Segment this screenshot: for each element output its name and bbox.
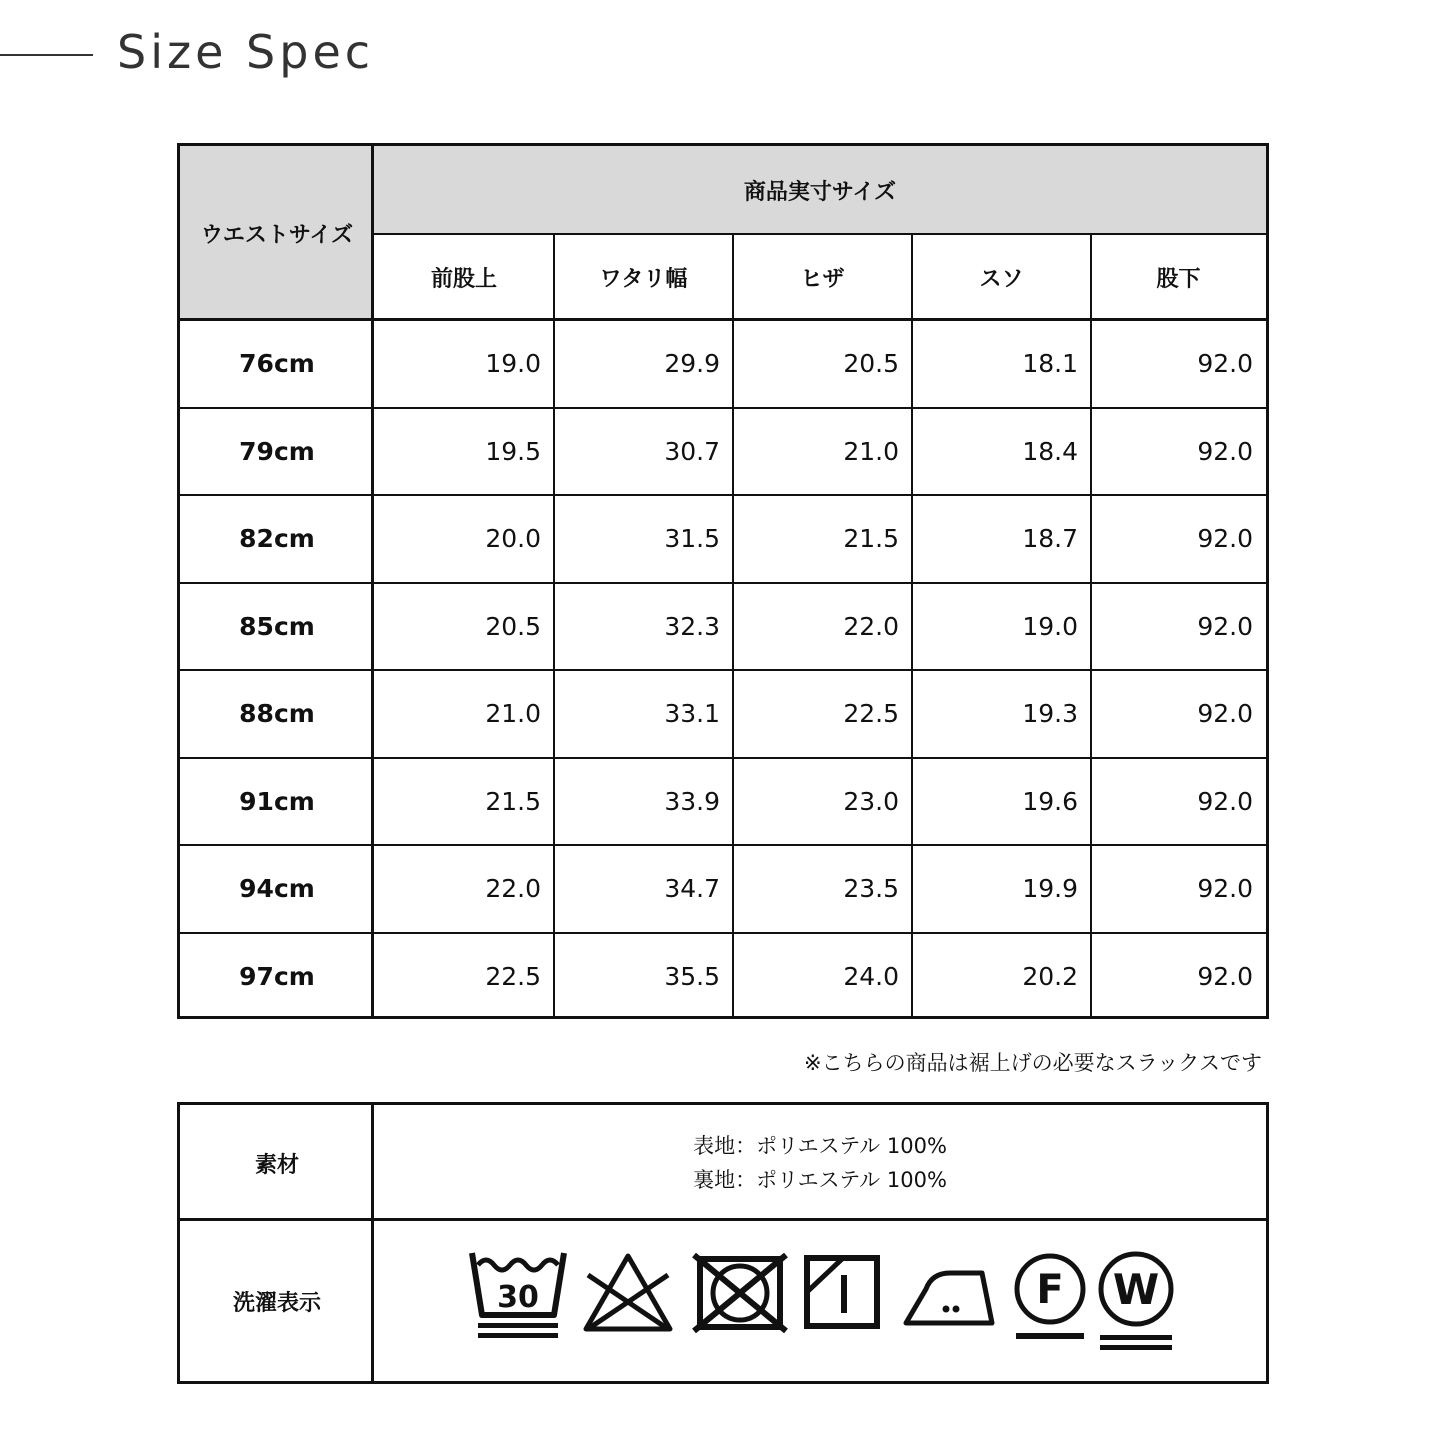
divider	[374, 233, 1266, 235]
divider	[180, 932, 1266, 934]
dryclean-f-icon	[1012, 1251, 1088, 1343]
divider	[180, 318, 1266, 321]
no-tumble-dry-icon	[692, 1253, 788, 1333]
divider	[180, 494, 1266, 496]
row-size-label: 97cm	[239, 961, 315, 991]
table-cell: 19.0	[485, 349, 541, 379]
iron-low-icon	[902, 1259, 998, 1327]
material-label: 素材	[254, 1152, 299, 1178]
table-cell: 23.5	[843, 874, 899, 904]
table-cell: 23.0	[843, 786, 899, 816]
table-cell: 21.0	[843, 436, 899, 466]
divider	[553, 234, 555, 1016]
table-cell: 35.5	[664, 961, 720, 991]
table-cell: 32.3	[664, 611, 720, 641]
row-size-label: 82cm	[239, 524, 315, 554]
divider	[180, 757, 1266, 759]
size-spec-table	[177, 143, 1269, 1019]
row-size-label: 88cm	[239, 699, 315, 729]
table-cell: 20.5	[843, 349, 899, 379]
table-cell: 21.0	[485, 699, 541, 729]
table-cell: 21.5	[485, 786, 541, 816]
table-cell: 92.0	[1197, 874, 1253, 904]
table-cell: 22.0	[485, 874, 541, 904]
table-cell: 20.2	[1022, 961, 1078, 991]
row-size-label: 91cm	[239, 786, 315, 816]
table-cell: 22.5	[485, 961, 541, 991]
care-label: 洗濯表示	[232, 1290, 321, 1316]
table-cell: 92.0	[1197, 961, 1253, 991]
table-cell: 18.1	[1022, 349, 1078, 379]
wetclean-w-icon	[1096, 1249, 1176, 1361]
table-cell: 33.1	[664, 699, 720, 729]
material-care-table	[177, 1102, 1269, 1384]
table-cell: 19.0	[1022, 611, 1078, 641]
table-cell: 30.7	[664, 436, 720, 466]
table-cell: 18.7	[1022, 524, 1078, 554]
wetclean-letter: W	[1112, 1265, 1160, 1314]
table-cell: 18.4	[1022, 436, 1078, 466]
no-bleach-icon	[582, 1251, 674, 1333]
table-cell: 92.0	[1197, 436, 1253, 466]
wash-30-gentle-icon	[468, 1249, 568, 1345]
table-cell: 19.5	[485, 436, 541, 466]
divider	[180, 844, 1266, 846]
divider	[911, 234, 913, 1016]
line-dry-shade-icon	[804, 1255, 880, 1329]
column-header: 前股上	[430, 266, 497, 292]
hemming-note: ※こちらの商品は裾上げの必要なスラックスです	[804, 1051, 1262, 1075]
row-size-label: 94cm	[239, 874, 315, 904]
column-header: ヒザ	[800, 266, 845, 292]
divider	[180, 407, 1266, 409]
dryclean-letter: F	[1036, 1267, 1064, 1313]
divider	[180, 669, 1266, 671]
table-cell: 21.5	[843, 524, 899, 554]
lining-fabric-text: 裏地：ポリエステル 100%	[693, 1168, 947, 1192]
table-cell: 92.0	[1197, 611, 1253, 641]
column-header: スソ	[979, 266, 1024, 292]
table-cell: 24.0	[843, 961, 899, 991]
table-cell: 34.7	[664, 874, 720, 904]
waist-size-header: ウエストサイズ	[180, 146, 374, 320]
title-rule	[0, 54, 93, 56]
table-cell: 92.0	[1197, 524, 1253, 554]
row-size-label: 76cm	[239, 349, 315, 379]
outer-fabric-text: 表地：ポリエステル 100%	[693, 1134, 947, 1158]
row-size-label: 79cm	[239, 436, 315, 466]
table-cell: 33.9	[664, 786, 720, 816]
care-symbols	[374, 1221, 1266, 1381]
table-cell: 20.5	[485, 611, 541, 641]
table-cell: 19.3	[1022, 699, 1078, 729]
table-cell: 19.6	[1022, 786, 1078, 816]
table-cell: 19.9	[1022, 874, 1078, 904]
table-cell: 20.0	[485, 524, 541, 554]
wash-temp-text: 30	[497, 1280, 539, 1315]
divider	[180, 582, 1266, 584]
column-header: 股下	[1156, 266, 1201, 292]
column-header: ワタリ幅	[599, 266, 688, 292]
table-cell: 92.0	[1197, 349, 1253, 379]
table-cell: 22.0	[843, 611, 899, 641]
divider	[1090, 234, 1092, 1016]
page-title: Size Spec	[117, 25, 375, 79]
row-size-label: 85cm	[239, 611, 315, 641]
table-cell: 29.9	[664, 349, 720, 379]
table-cell: 31.5	[664, 524, 720, 554]
product-size-header: 商品実寸サイズ	[374, 146, 1266, 234]
divider	[732, 234, 734, 1016]
table-cell: 92.0	[1197, 786, 1253, 816]
table-cell: 92.0	[1197, 699, 1253, 729]
material-info	[374, 1105, 1266, 1221]
table-cell: 22.5	[843, 699, 899, 729]
